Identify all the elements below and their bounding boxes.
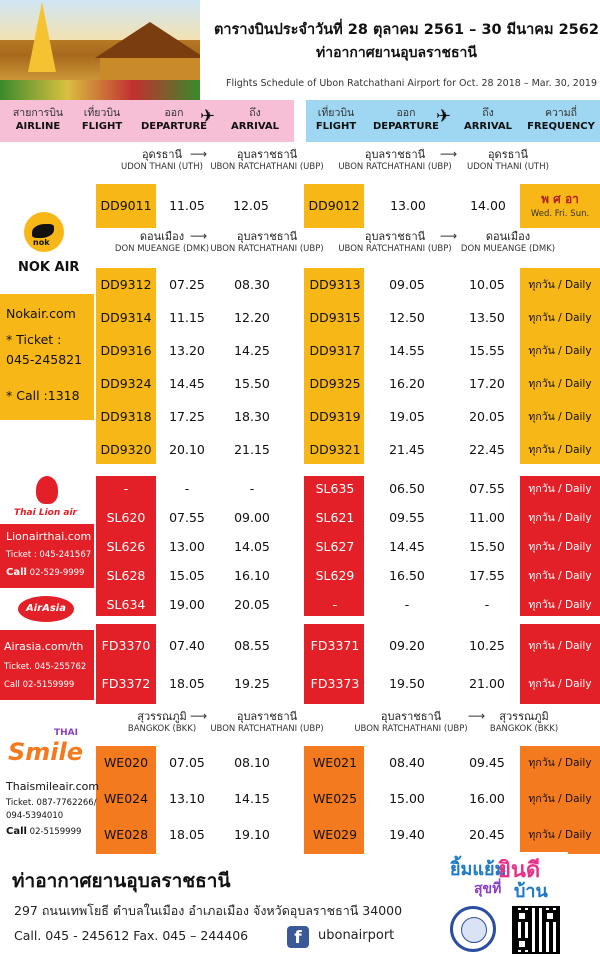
page-subtitle: ท่าอากาศยานอุบลราชธานี: [316, 45, 477, 61]
flight-code: DD9011: [96, 184, 156, 228]
frequency-label: ทุกวัน / Daily: [528, 829, 592, 841]
route-origin-ubp: อุบลราชธานี UBON RATCHATHANI (UBP): [338, 148, 452, 172]
departure-time: 13.00: [169, 539, 205, 554]
flight-code: SL626: [106, 539, 146, 554]
thai-smile-logo: THAI Smile: [8, 728, 84, 766]
arrow-right-icon: ⟶: [190, 229, 208, 243]
frequency-label: ทุกวัน / Daily: [528, 483, 592, 495]
departure-time: -: [184, 481, 190, 496]
flight-code: DD9012: [304, 184, 364, 228]
arrival-time: 11.00: [469, 510, 505, 525]
departure-time: 13.00: [390, 198, 426, 213]
arrival-time: 08.30: [234, 277, 270, 292]
arrival-time: 08.55: [234, 638, 270, 653]
departure-time: 07.55: [169, 510, 205, 525]
departure-time: 19.05: [389, 409, 425, 424]
departure-time: 09.20: [389, 638, 425, 653]
flight-code: SL629: [315, 568, 355, 583]
frequency-label: ทุกวัน / Daily: [528, 444, 592, 456]
arrival-time: 14.15: [234, 791, 270, 806]
departure-time: 09.55: [389, 510, 425, 525]
flight-code: WE021: [312, 755, 358, 770]
arrival-time: 20.05: [234, 597, 270, 612]
arrival-time: 12.05: [233, 198, 269, 213]
departure-time: 06.50: [389, 481, 425, 496]
flight-code: SL620: [106, 510, 146, 525]
frequency-label: ทุกวัน / Daily: [528, 570, 592, 582]
frequency-label: ทุกวัน / Daily: [528, 599, 592, 611]
departure-time: 13.20: [169, 343, 205, 358]
arrival-time: 21.00: [469, 676, 505, 691]
airport-seal-icon: [450, 906, 496, 952]
route-origin-ubp: อุบลราชธานี UBON RATCHATHANI (UBP): [338, 230, 452, 254]
departure-column-header: ออก DEPARTURE: [372, 107, 439, 132]
arrival-time: 20.45: [469, 827, 505, 842]
arrow-right-icon: ⟶: [440, 147, 458, 161]
route-dest-uth: อุดรธานี UDON THANI (UTH): [467, 148, 549, 172]
route-dest-ubp: อุบลราชธานี UBON RATCHATHANI (UBP): [210, 148, 324, 172]
flight-code: DD9315: [309, 310, 361, 325]
page-title: ตารางบินประจำวันที่ 28 ตุลาคม 2561 – 30 มีนาคม 2562: [214, 22, 599, 38]
arrival-time: 17.55: [469, 568, 505, 583]
arrival-column-header: ถึง ARRIVAL: [230, 107, 280, 132]
flight-code: DD9324: [100, 376, 152, 391]
route-dest-ubp: อุบลราชธานี UBON RATCHATHANI (UBP): [210, 710, 324, 734]
route-origin-ubp: อุบลราชธานี UBON RATCHATHANI (UBP): [354, 710, 468, 734]
arrival-time: 16.10: [234, 568, 270, 583]
frequency-label: ทุกวัน / Daily: [528, 640, 592, 652]
flight-code: SL628: [106, 568, 146, 583]
flight-code: FD3373: [310, 676, 360, 691]
temple-header-image: [0, 0, 200, 100]
footer-address: 297 ถนนเทพโยธี ตำบลในเมือง อำเภอเมือง จังหวัดอุบลราชธานี 34000: [14, 903, 403, 918]
page-title-english: Flights Schedule of Ubon Ratchathani Airport for Oct. 28 2018 – Mar. 30, 2019: [226, 78, 597, 89]
route-origin-uth: อุดรธานี UDON THANI (UTH): [121, 148, 203, 172]
route-origin-dmk: ดอนเมือง DON MUEANGE (DMK): [114, 230, 210, 254]
frequency-label: ทุกวัน / Daily: [528, 512, 592, 524]
frequency-label: ทุกวัน / Daily: [528, 312, 592, 324]
arrival-time: 09.00: [234, 510, 270, 525]
flight-code: SL627: [315, 539, 355, 554]
qr-code: [512, 906, 560, 954]
departure-time: 07.40: [169, 638, 205, 653]
frequency-column-header: ความถี่ FREQUENCY: [527, 107, 595, 132]
departure-column-header: ออก DEPARTURE: [140, 107, 207, 132]
route-origin-bkk: สุวรรณภูมิ BANGKOK (BKK): [127, 710, 197, 734]
flight-column-header: เที่ยวบิน FLIGHT: [81, 107, 123, 132]
arrival-time: -: [249, 481, 255, 496]
frequency-label: ทุกวัน / Daily: [528, 757, 592, 769]
departure-time: 16.20: [389, 376, 425, 391]
departure-time: -: [404, 597, 410, 612]
arrival-time: 09.45: [469, 755, 505, 770]
departure-time: 17.25: [169, 409, 205, 424]
bird-icon: nok: [24, 212, 64, 252]
departure-time: 21.45: [389, 442, 425, 457]
facebook-link[interactable]: ubonairport: [318, 928, 395, 943]
flight-code: FD3371: [310, 638, 360, 653]
departure-time: 16.50: [389, 568, 425, 583]
arrival-time: 15.55: [469, 343, 505, 358]
departure-time: 07.25: [169, 277, 205, 292]
departure-time: 14.45: [169, 376, 205, 391]
flight-code: WE020: [103, 755, 149, 770]
thai-lion-air-contact: Lionairthai.com Ticket : 045-241567 Call 02-529-9999: [0, 524, 94, 588]
flight-code: DD9325: [309, 376, 361, 391]
departure-time: 09.05: [389, 277, 425, 292]
arrival-time: 18.30: [234, 409, 270, 424]
arrival-time: 12.20: [234, 310, 270, 325]
departure-time: 19.40: [389, 827, 425, 842]
flight-code: DD9318: [100, 409, 152, 424]
departure-time: 15.05: [169, 568, 205, 583]
airplane-icon: ✈: [200, 106, 216, 127]
flight-code: FD3372: [101, 676, 151, 691]
flight-code: SL634: [106, 597, 146, 612]
flight-code: SL635: [315, 481, 355, 496]
arrival-time: 13.50: [469, 310, 505, 325]
route-dest-ubp: อุบลราชธานี UBON RATCHATHANI (UBP): [210, 230, 324, 254]
arrival-time: 08.10: [234, 755, 270, 770]
departure-time: 19.00: [169, 597, 205, 612]
arrival-time: -: [484, 597, 490, 612]
arrival-time: 17.20: [469, 376, 505, 391]
arrival-time: 07.55: [469, 481, 505, 496]
arrival-time: 15.50: [234, 376, 270, 391]
arrival-time: 14.00: [470, 198, 506, 213]
arrival-time: 20.05: [469, 409, 505, 424]
flight-column-header: เที่ยวบิน FLIGHT: [315, 107, 357, 132]
flight-code: DD9317: [309, 343, 361, 358]
arrival-time: 14.05: [234, 539, 270, 554]
thai-smile-contact: Thaismileair.com Ticket. 087-7762266/ 094-5394010 Call 02-5159999: [6, 780, 100, 837]
airplane-icon: ✈: [436, 106, 452, 127]
arrow-right-icon: ⟶: [440, 229, 458, 243]
arrival-column-header: ถึง ARRIVAL: [463, 107, 513, 132]
flight-code: DD9314: [100, 310, 152, 325]
departure-time: 12.50: [389, 310, 425, 325]
departure-time: 14.45: [389, 539, 425, 554]
arrival-time: 10.05: [469, 277, 505, 292]
flight-code: DD9321: [309, 442, 361, 457]
flight-code: DD9319: [309, 409, 361, 424]
outbound-header-bar: [0, 100, 294, 142]
departure-time: 07.05: [169, 755, 205, 770]
departure-time: 18.05: [169, 676, 205, 691]
flight-code: DD9320: [100, 442, 152, 457]
flight-code: FD3370: [101, 638, 151, 653]
frequency-badge: พ ศ อา Wed. Fri. Sun.: [520, 184, 600, 228]
slogan-logo: ยิ้มแย้ม ยินดี สุขที่ บ้าน: [448, 852, 568, 904]
nok-air-logo: nok NOK AIR: [0, 204, 94, 284]
footer-title: ท่าอากาศยานอุบลราชธานี: [12, 870, 231, 892]
departure-time: 11.15: [169, 310, 205, 325]
arrival-time: 14.25: [234, 343, 270, 358]
frequency-label: ทุกวัน / Daily: [528, 279, 592, 291]
departure-time: 08.40: [389, 755, 425, 770]
arrival-time: 15.50: [469, 539, 505, 554]
arrow-right-icon: ⟶: [468, 709, 486, 723]
departure-time: 14.55: [389, 343, 425, 358]
airasia-contact: Airasia.com/th Ticket. 045-255762 Call 02-5159999: [0, 630, 94, 700]
arrival-time: 21.15: [234, 442, 270, 457]
frequency-label: ทุกวัน / Daily: [528, 378, 592, 390]
arrow-right-icon: ⟶: [190, 709, 208, 723]
frequency-label: ทุกวัน / Daily: [528, 345, 592, 357]
frequency-label: ทุกวัน / Daily: [528, 541, 592, 553]
arrival-time: 10.25: [469, 638, 505, 653]
airline-column-header: สายการบิน AIRLINE: [12, 107, 64, 132]
footer-phone: Call. 045 - 245612 Fax. 045 – 244406: [14, 928, 249, 943]
arrival-time: 16.00: [469, 791, 505, 806]
route-dest-dmk: ดอนเมือง DON MUEANGE (DMK): [460, 230, 556, 254]
frequency-label: ทุกวัน / Daily: [528, 678, 592, 690]
thai-lion-air-logo: Thai Lion air: [0, 474, 94, 524]
arrival-time: 22.45: [469, 442, 505, 457]
facebook-icon[interactable]: f: [287, 926, 309, 948]
airasia-logo: AirAsia: [0, 590, 94, 630]
flight-code: DD9312: [100, 277, 152, 292]
flight-code: WE028: [103, 827, 149, 842]
inbound-header-bar: [306, 100, 600, 142]
departure-time: 13.10: [169, 791, 205, 806]
flight-code: WE029: [312, 827, 358, 842]
departure-time: 11.05: [169, 198, 205, 213]
flight-code: DD9313: [309, 277, 361, 292]
departure-time: 15.00: [389, 791, 425, 806]
flight-code: DD9316: [100, 343, 152, 358]
arrival-time: 19.25: [234, 676, 270, 691]
departure-time: 18.05: [169, 827, 205, 842]
flight-code: WE025: [312, 791, 358, 806]
departure-time: 19.50: [389, 676, 425, 691]
nok-air-contact: Nokair.com * Ticket : 045-245821 * Call :1318: [0, 294, 94, 420]
arrow-right-icon: ⟶: [190, 147, 208, 161]
frequency-label: ทุกวัน / Daily: [528, 793, 592, 805]
flight-code: -: [123, 481, 129, 496]
flight-code: SL621: [315, 510, 355, 525]
departure-time: 20.10: [169, 442, 205, 457]
route-dest-bkk: สุวรรณภูมิ BANGKOK (BKK): [489, 710, 559, 734]
flight-code: -: [332, 597, 338, 612]
lion-icon: [36, 476, 58, 504]
arrival-time: 19.10: [234, 827, 270, 842]
flight-code: WE024: [103, 791, 149, 806]
frequency-label: ทุกวัน / Daily: [528, 411, 592, 423]
